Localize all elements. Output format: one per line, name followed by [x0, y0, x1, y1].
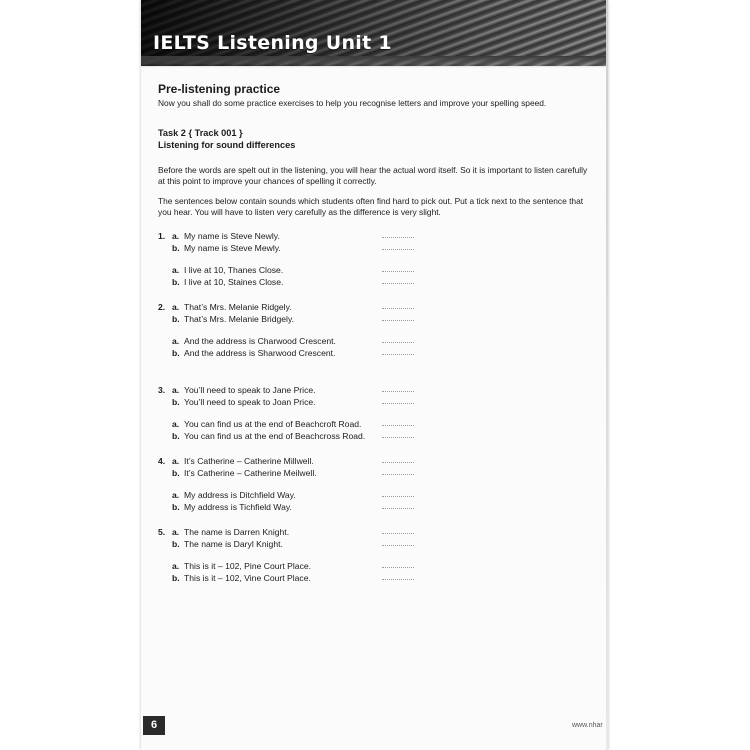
sentence-line	[158, 430, 588, 442]
sentence-line	[158, 538, 588, 550]
option-letter: a.	[172, 561, 180, 571]
tick-answer-line[interactable]	[382, 271, 414, 272]
sentence-text: You can find us at the end of Beachcroft Road.	[184, 419, 362, 429]
exercise-number: 4.	[158, 456, 166, 466]
exercise-number: 2.	[158, 302, 166, 312]
sentence-line	[158, 396, 588, 408]
exercise-item	[158, 384, 588, 442]
sentence-text: My name is Steve Mewly.	[184, 243, 281, 253]
task-label: Task 2 { Track 001 }	[158, 128, 243, 138]
sentence-line	[158, 418, 588, 430]
tick-answer-line[interactable]	[382, 425, 414, 426]
tick-answer-line[interactable]	[382, 237, 414, 238]
sentence-line	[158, 526, 588, 538]
sentence-line	[158, 384, 588, 396]
sentence-text: I live at 10, Thanes Close.	[184, 265, 284, 275]
sentence-line	[158, 347, 588, 359]
exercise-item	[158, 301, 588, 359]
option-letter: b.	[172, 314, 180, 324]
sentence-text: My name is Steve Newly.	[184, 231, 280, 241]
tick-answer-line[interactable]	[382, 474, 414, 475]
sentence-text: My address is Ditchfield Way.	[184, 490, 296, 500]
tick-answer-line[interactable]	[382, 403, 414, 404]
sentence-text: I live at 10, Staines Close.	[184, 277, 284, 287]
sentence-text: This is it – 102, Pine Court Place.	[184, 561, 312, 571]
option-letter: b.	[172, 348, 180, 358]
tick-answer-line[interactable]	[382, 391, 414, 392]
sentence-text: You can find us at the end of Beachcross Road.	[184, 431, 366, 441]
sentence-line	[158, 230, 588, 242]
section-intro: Now you shall do some practice exercises to help you recognise letters and improve your spelling speed.	[158, 98, 547, 108]
sentence-text: You’ll need to speak to Jane Price.	[184, 385, 316, 395]
sentence-text: It’s Catherine – Catherine Millwell.	[184, 456, 314, 466]
exercise-item	[158, 455, 588, 513]
sentence-line	[158, 560, 588, 572]
instruction-paragraph-1: Before the words are spelt out in the listening, you will hear the actual word itself. So it is important to listen carefully at this point to improve your chances of spelling it correctly.	[158, 165, 588, 186]
header-banner	[141, 0, 608, 66]
tick-answer-line[interactable]	[382, 283, 414, 284]
option-letter: b.	[172, 243, 180, 253]
tick-answer-line[interactable]	[382, 308, 414, 309]
option-letter: a.	[172, 385, 180, 395]
exercise-number: 3.	[158, 385, 166, 395]
sentence-text: And the address is Charwood Crescent.	[184, 336, 336, 346]
option-letter: a.	[172, 456, 180, 466]
document-page	[141, 0, 608, 750]
sentence-text: You’ll need to speak to Joan Price.	[184, 397, 316, 407]
option-letter: a.	[172, 302, 180, 312]
option-letter: b.	[172, 573, 180, 583]
tick-answer-line[interactable]	[382, 342, 414, 343]
exercise-item	[158, 230, 588, 288]
option-letter: b.	[172, 431, 180, 441]
option-letter: b.	[172, 502, 180, 512]
option-letter: a.	[172, 527, 180, 537]
sentence-line	[158, 489, 588, 501]
tick-answer-line[interactable]	[382, 533, 414, 534]
tick-answer-line[interactable]	[382, 567, 414, 568]
sentence-line	[158, 301, 588, 313]
option-letter: a.	[172, 419, 180, 429]
exercise-number: 5.	[158, 527, 166, 537]
tick-answer-line[interactable]	[382, 249, 414, 250]
page-content	[158, 82, 588, 584]
tick-answer-line[interactable]	[382, 496, 414, 497]
option-letter: a.	[172, 490, 180, 500]
option-letter: a.	[172, 265, 180, 275]
instruction-paragraph-2: The sentences below contain sounds which students often find hard to pick out. Put a tick next to the sentence that you hear. You will have to listen very carefully as the difference is very slight.	[158, 196, 584, 217]
page-number: 6	[143, 716, 165, 735]
exercise-number: 1.	[158, 231, 166, 241]
exercise-list	[158, 230, 588, 584]
sentence-line	[158, 335, 588, 347]
page-title: IELTS Listening Unit 1	[153, 32, 392, 54]
section-title: Pre-listening practice	[158, 82, 281, 96]
exercise-item	[158, 526, 588, 584]
sentence-line	[158, 242, 588, 254]
tick-answer-line[interactable]	[382, 462, 414, 463]
sentence-line	[158, 572, 588, 584]
sentence-line	[158, 276, 588, 288]
option-letter: b.	[172, 397, 180, 407]
sentence-text: The name is Darren Knight.	[184, 527, 290, 537]
sentence-line	[158, 455, 588, 467]
tick-answer-line[interactable]	[382, 354, 414, 355]
sentence-text: My address is Tichfield Way.	[184, 502, 292, 512]
sentence-text: This is it – 102, Vine Court Place.	[184, 573, 311, 583]
option-letter: b.	[172, 539, 180, 549]
sentence-line	[158, 467, 588, 479]
sentence-text: It’s Catherine – Catherine Meilwell.	[184, 468, 317, 478]
tick-answer-line[interactable]	[382, 508, 414, 509]
task-subtitle: Listening for sound differences	[158, 140, 296, 150]
sentence-line	[158, 264, 588, 276]
sentence-text: That’s Mrs. Melanie Bridgely.	[184, 314, 295, 324]
option-letter: b.	[172, 468, 180, 478]
tick-answer-line[interactable]	[382, 545, 414, 546]
tick-answer-line[interactable]	[382, 437, 414, 438]
sentence-text: The name is Daryl Knight.	[184, 539, 283, 549]
footer-url: www.nhar	[572, 722, 603, 729]
option-letter: b.	[172, 277, 180, 287]
sentence-text: That’s Mrs. Melanie Ridgely.	[184, 302, 292, 312]
sentence-text: And the address is Sharwood Crescent.	[184, 348, 336, 358]
option-letter: a.	[172, 336, 180, 346]
sentence-line	[158, 501, 588, 513]
sentence-line	[158, 313, 588, 325]
option-letter: a.	[172, 231, 180, 241]
tick-answer-line[interactable]	[382, 579, 414, 580]
tick-answer-line[interactable]	[382, 320, 414, 321]
